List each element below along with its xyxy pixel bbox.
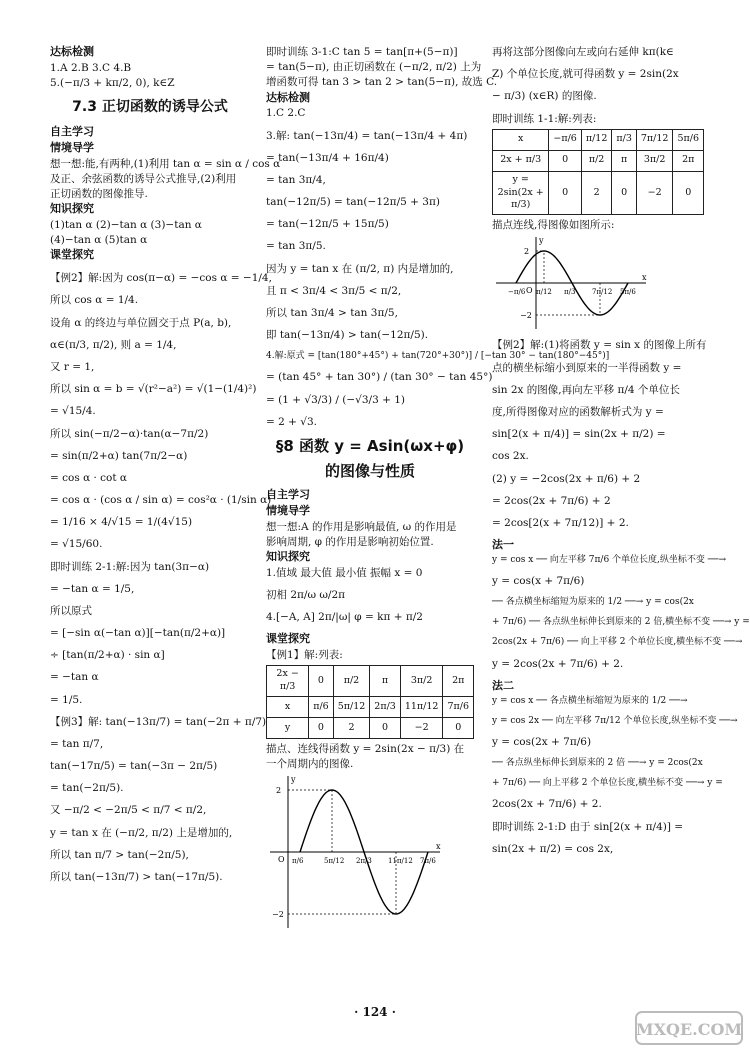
text-line: ÷ [tan(π/2+α) · sin α]	[50, 649, 165, 662]
text-line: 【例3】解: tan(−13π/7) = tan(−2π + π/7)	[50, 715, 267, 728]
text-line: 4.解:原式 = [tan(180°+45°) + tan(720°+30°)] / [−tan 30° − tan(180°−45°)]	[266, 351, 610, 362]
text-line: = tan(5−π), 由正切函数在 (−π/2, π/2) 上为	[266, 61, 482, 74]
table-cell: 7π/6	[443, 696, 474, 717]
text-line: (4)−tan α (5)tan α	[50, 234, 148, 247]
column-right	[492, 44, 750, 864]
section-title-7-3: 7.3 正切函数的诱导公式	[72, 99, 228, 116]
table-cell: 7π/12	[636, 129, 673, 150]
y-tick-label: −2	[520, 311, 532, 321]
heading-zizhu: 自主学习	[50, 125, 94, 139]
text-line: 4.[−A, A] 2π/|ω| φ = kπ + π/2	[266, 611, 423, 624]
text-line: y = cos x ── 各点横坐标缩短为原来的 1/2 ──→	[492, 695, 688, 706]
table-cell: y	[267, 717, 309, 738]
x-tick-label: 11π/12	[388, 857, 413, 866]
text-line: 且 π < 3π/4 < 3π/5 < π/2,	[266, 284, 402, 297]
text-line: tan(−17π/5) = tan(−3π − 2π/5)	[50, 760, 218, 773]
table-cell: −2	[400, 717, 443, 738]
text-line: = √15/4.	[50, 405, 96, 418]
y-tick-label: −2	[272, 910, 284, 920]
text-line: cos 2x.	[492, 450, 529, 463]
text-line: = (tan 45° + tan 30°) / (tan 30° − tan 45°)	[266, 371, 493, 384]
text-line: y = cos(2x + 7π/6)	[492, 735, 592, 748]
x-tick-label: π/6	[292, 857, 304, 866]
table-cell: 0	[370, 717, 401, 738]
heading-zhishi: 知识探究	[266, 549, 310, 563]
table-cell: π/2	[333, 666, 370, 697]
text-line: 所以 sin(−π/2−α)·tan(α−7π/2)	[50, 427, 209, 440]
value-table	[266, 665, 474, 739]
text-line: 设角 α 的终边与单位圆交于点 P(a, b),	[50, 316, 232, 329]
heading-qingjing: 情境导学	[50, 140, 94, 154]
text-line: = −tan α	[50, 671, 99, 684]
heading-qingjing: 情境导学	[266, 503, 310, 517]
page-number: · 124 ·	[354, 1005, 396, 1019]
text-line: (2) y = −2cos(2x + π/6) + 2	[492, 472, 641, 485]
text-line: = tan 3π/5.	[266, 240, 326, 253]
table-cell: 2x + π/3	[493, 150, 549, 171]
text-line: 又 r = 1,	[50, 361, 95, 373]
text-line: 即时训练 2-1:D 由于 sin[2(x + π/4)] =	[492, 820, 684, 833]
value-table	[492, 129, 704, 215]
method-heading: 法一	[492, 538, 514, 552]
text-line: 想一想:能,有两种,(1)利用 tan α = sin α / cos α	[50, 157, 281, 170]
x-axis-label: x	[642, 273, 647, 283]
table-cell: 11π/12	[400, 696, 443, 717]
x-tick-label: 5π/6	[620, 288, 636, 297]
text-line: 【例2】解:因为 cos(π−α) = −cos α = −1/4,	[50, 272, 272, 285]
text-line: 所以 tan π/7 > tan(−2π/5),	[50, 848, 189, 861]
text-line: sin 2x 的图像,再向左平移 π/4 个单位长	[492, 383, 680, 396]
text-line: 描点、连线得函数 y = 2sin(2x − π/3) 在	[266, 742, 465, 755]
origin-label: O	[278, 855, 285, 865]
table-cell: π/3	[612, 129, 637, 150]
table-cell: π/12	[581, 129, 612, 150]
table-cell: 2	[333, 717, 370, 738]
text-line: tan(−12π/5) = tan(−12π/5 + 3π)	[266, 196, 440, 209]
text-line: = sin(π/2+α) tan(7π/2−α)	[50, 449, 188, 462]
table-row	[267, 666, 474, 697]
sine-graph	[492, 233, 652, 333]
x-tick-label: 2π/3	[356, 857, 372, 866]
table-cell: 0	[673, 171, 704, 214]
text-line: 正切函数的图像推导.	[50, 188, 148, 201]
table-row	[267, 717, 474, 738]
text-line: = tan(−12π/5 + 15π/5)	[266, 218, 389, 231]
text-line: 又 −π/2 < −2π/5 < π/7 < π/2,	[50, 804, 207, 817]
text-line: = (1 + √3/3) / (−√3/3 + 1)	[266, 393, 406, 406]
text-line: = 2cos(2x + 7π/6) + 2	[492, 494, 611, 507]
y-axis-label: y	[291, 775, 296, 785]
y-tick-label: 2	[276, 786, 282, 796]
x-tick-label: π/3	[564, 288, 576, 297]
text-line: 再将这部分图像向左或向右延伸 kπ(k∈	[492, 46, 674, 58]
text-line: 即 tan(−13π/4) > tan(−12π/5).	[266, 329, 429, 342]
text-line: = tan π/7,	[50, 737, 104, 750]
table-cell: 3π/2	[400, 666, 443, 697]
table-cell: 0	[549, 171, 581, 214]
table-cell: 0	[612, 171, 637, 214]
text-line: 1.值域 最大值 最小值 振幅 x = 0	[266, 566, 423, 579]
text-line: = tan(−13π/4 + 16π/4)	[266, 151, 389, 164]
heading-dabiao: 达标检测	[50, 45, 94, 58]
column-left	[50, 44, 281, 892]
method-heading: 法二	[492, 678, 514, 692]
table-row	[493, 129, 704, 150]
table-cell: x	[267, 696, 309, 717]
text-line: 【例2】解:(1)将函数 y = sin x 的图像上所有	[492, 339, 707, 352]
origin-label: O	[526, 286, 533, 296]
text-line: − π/3) (x∈R) 的图像.	[492, 90, 597, 103]
table-cell: π/2	[581, 150, 612, 171]
x-tick-label: 7π/6	[420, 857, 436, 866]
heading-dabiao: 达标检测	[266, 90, 310, 104]
example-title: 【例1】解:列表:	[266, 649, 343, 662]
heading-ketang: 课堂探究	[266, 632, 310, 646]
table-cell: y = 2sin(2x + π/3)	[493, 171, 549, 214]
x-tick-label: 7π/12	[592, 288, 613, 297]
text-line: + 7π/6) ── 各点纵坐标伸长到原来的 2 倍,横坐标不变 ──→ y =	[492, 617, 750, 628]
text-line: sin[2(x + π/4)] = sin(2x + π/2) =	[492, 428, 666, 441]
text-line: = cos α · (cos α / sin α) = cos²α · (1/sin α)	[50, 494, 272, 507]
table-cell: π	[612, 150, 637, 171]
table-cell: −π/6	[549, 129, 581, 150]
text-line: = cos α · cot α	[50, 471, 128, 484]
text-line: = tan 3π/4,	[266, 173, 326, 186]
text-line: (1)tan α (2)−tan α (3)−tan α	[50, 219, 202, 232]
table-cell: 2x − π/3	[267, 666, 309, 697]
text-line: 描点连线,得图像如图所示:	[492, 219, 615, 232]
table-cell: 2π	[443, 666, 474, 697]
table-cell: 3π/2	[636, 150, 673, 171]
table-cell: 0	[443, 717, 474, 738]
text-line: ── 各点横坐标缩短为原来的 1/2 ──→ y = cos(2x	[492, 597, 694, 608]
answer-line: 1.C 2.C	[266, 107, 306, 120]
table-cell: π/6	[309, 696, 334, 717]
sine-graph	[266, 772, 446, 932]
table-cell: 0	[309, 717, 334, 738]
text-line: α∈(π/3, π/2), 则 a = 1/4,	[50, 338, 177, 351]
text-line: 影响周期, φ 的作用是影响初始位置.	[266, 535, 434, 548]
text-line: 2cos(2x + 7π/6) + 2.	[492, 798, 602, 811]
x-tick-label: 5π/12	[324, 857, 345, 866]
x-axis-label: x	[436, 842, 441, 852]
heading-zhishi: 知识探究	[50, 202, 94, 216]
text-line: y = tan x 在 (−π/2, π/2) 上是增加的,	[50, 826, 233, 839]
text-line: sin(2x + π/2) = cos 2x,	[492, 842, 614, 855]
table-cell: 2π/3	[370, 696, 401, 717]
y-tick-label: 2	[524, 247, 530, 257]
table-row	[493, 171, 704, 214]
watermark-logo	[634, 1008, 744, 1048]
text-line: = tan(−2π/5).	[50, 782, 124, 795]
table-row	[493, 150, 704, 171]
answer-line: 1.A 2.B 3.C 4.B	[50, 61, 132, 74]
y-axis-label: y	[539, 236, 544, 246]
heading-zizhu: 自主学习	[266, 487, 310, 501]
x-tick-label: π/12	[536, 288, 552, 297]
text-line: y = cos x ── 向左平移 7π/6 个单位长度,纵坐标不变 ──→	[492, 554, 727, 565]
text-line: y = cos 2x ── 向左平移 7π/12 个单位长度,纵坐标不变 ──→	[492, 715, 738, 726]
svg-text:MXQE.COM: MXQE.COM	[635, 1020, 743, 1039]
text-line: Z) 个单位长度,就可得函数 y = 2sin(2x	[492, 68, 679, 81]
text-line: 想一想:A 的作用是影响最值, ω 的作用是	[266, 520, 457, 533]
text-line: = 2cos[2(x + 7π/12)] + 2.	[492, 516, 629, 529]
table-cell: 2π	[673, 150, 704, 171]
text-line: 即时训练 2-1:解:因为 tan(3π−α)	[50, 560, 210, 573]
text-line: 所以 sin α = b = √(r²−a²) = √(1−(1/4)²)	[50, 383, 257, 396]
text-line: 2cos(2x + 7π/6) ── 向上平移 2 个单位长度,横坐标不变 ──→	[492, 637, 743, 648]
text-line: = 2 + √3.	[266, 415, 317, 428]
table-cell: 5π/6	[673, 129, 704, 150]
table-cell: x	[493, 129, 549, 150]
text-line: 及正、余弦函数的诱导公式推导,(2)利用	[50, 172, 237, 185]
table-cell: 2	[581, 171, 612, 214]
text-line: 即时训练 1-1:解:列表:	[492, 112, 597, 125]
x-tick-label: −π/6	[508, 288, 526, 297]
text-line: 所以 tan(−13π/7) > tan(−17π/5).	[50, 870, 223, 883]
text-line: = 1/16 × 4/√15 = 1/(4√15)	[50, 516, 193, 529]
text-line: = [−sin α(−tan α)][−tan(π/2+α)]	[50, 627, 226, 640]
text-line: 因为 y = tan x 在 (π/2, π) 内是增加的,	[266, 262, 454, 275]
text-line: 所以原式	[50, 604, 92, 617]
section-title-8-line2: 的图像与性质	[324, 462, 415, 481]
text-line: y = cos(x + 7π/6)	[492, 575, 585, 587]
text-line: = −tan α = 1/5,	[50, 582, 135, 595]
text-line: 所以 tan 3π/4 > tan 3π/5,	[266, 306, 398, 319]
section-title-8-line1: §8 函数 y = Asin(ωx+φ)	[275, 436, 465, 455]
table-row	[267, 696, 474, 717]
answer-line: 5.(−π/3 + kπ/2, 0), k∈Z	[50, 77, 175, 90]
heading-ketang: 课堂探究	[50, 248, 94, 262]
text-line: 增函数可得 tan 3 > tan 2 > tan(5−π), 故选 C.	[266, 76, 498, 89]
text-line: 初相 2π/ω ω/2π	[266, 588, 346, 601]
table-cell: 0	[309, 666, 334, 697]
table-cell: π	[370, 666, 401, 697]
table-cell: −2	[636, 171, 673, 214]
text-line: 点的横坐标缩小到原来的一半得函数 y =	[492, 361, 682, 374]
text-line: y = 2cos(2x + 7π/6) + 2.	[492, 657, 624, 670]
text-line: 一个周期内的图像.	[266, 758, 354, 771]
text-line: 即时训练 3-1:C tan 5 = tan[π+(5−π)]	[266, 46, 458, 58]
table-cell: 5π/12	[333, 696, 370, 717]
text-line: 3.解: tan(−13π/4) = tan(−13π/4 + 4π)	[266, 129, 468, 142]
text-line: 所以 cos α = 1/4.	[50, 294, 139, 307]
text-line: 度,所得图像对应的函数解析式为 y =	[492, 405, 664, 418]
text-line: ── 各点纵坐标伸长到原来的 2 倍 ──→ y = 2cos(2x	[492, 758, 703, 769]
text-line: + 7π/6) ── 向上平移 2 个单位长度,横坐标不变 ──→ y =	[492, 778, 723, 789]
table-cell: 0	[549, 150, 581, 171]
text-line: = 1/5.	[50, 693, 83, 706]
text-line: = √15/60.	[50, 538, 103, 551]
